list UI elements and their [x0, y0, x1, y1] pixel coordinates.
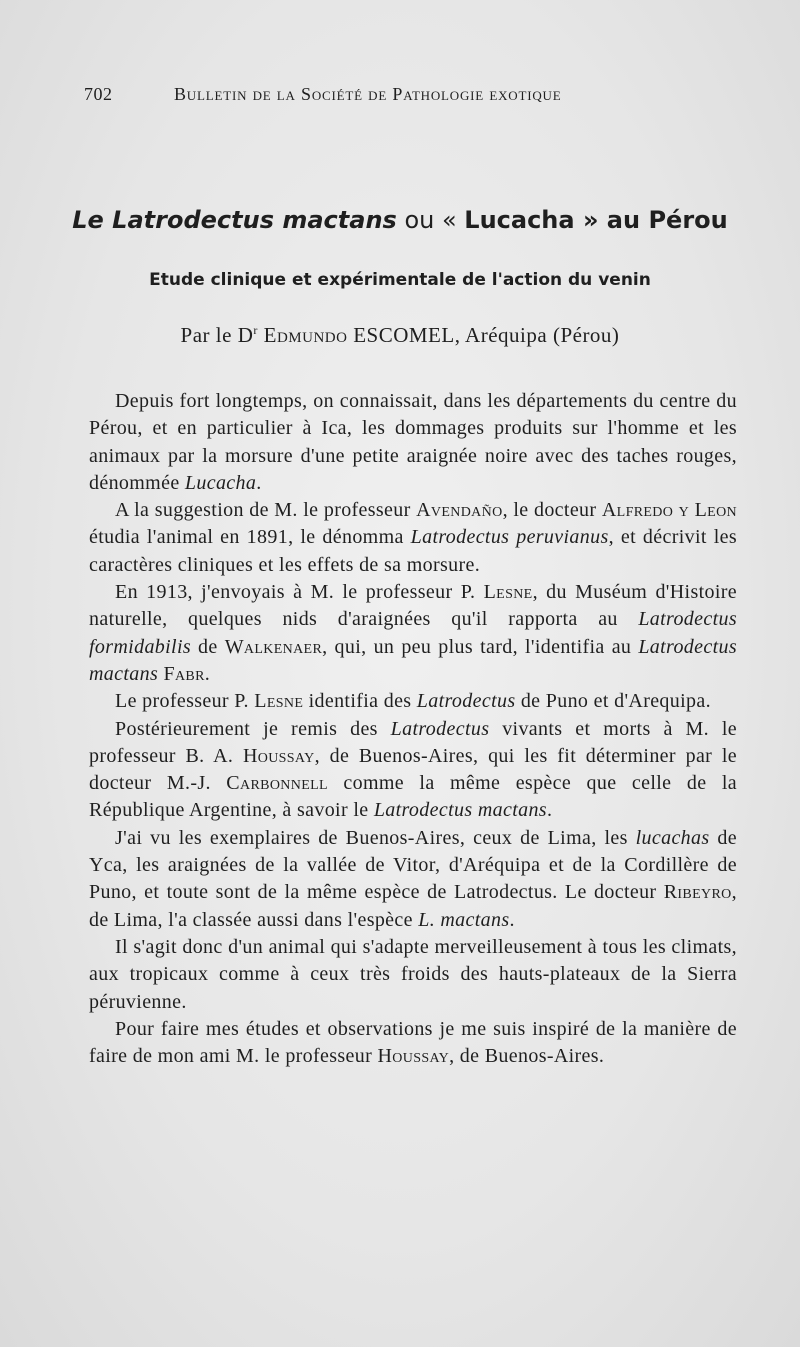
- p6-text-end: .: [509, 908, 515, 931]
- p2-author-leon: Alfredo y Leon: [601, 499, 737, 522]
- author-lastname: ESCOMEL: [353, 323, 455, 347]
- journal-title: Bulletin de la Société de Pathologie exotique: [174, 84, 562, 104]
- paragraph-8: [89, 1016, 737, 1071]
- p5-text-4: comme la même espèce que celle de la République Argentine, à savoir le: [89, 772, 737, 822]
- p5-species-mactans: Latrodectus mactans: [373, 799, 547, 822]
- byline-affiliation: , Aréquipa (Pérou): [454, 323, 620, 347]
- p2-text-2: , le docteur: [502, 499, 602, 522]
- p8-author-houssay: Houssay: [377, 1045, 450, 1068]
- p5-author-houssay: Houssay: [242, 744, 315, 767]
- byline-sup: r: [253, 323, 258, 337]
- p6-text-3: , de Lima, l'a classée aussi dans l'espèce: [89, 881, 737, 931]
- p3-author-fabr: Fabr: [163, 662, 205, 685]
- p1-text: Depuis fort longtemps, on connaissait, dans les départements du centre du Pérou, et en particulier à Ica, les dommages produits sur l'homme et les animaux par la morsure d'une petite araignée noire avec des taches rouges, dénommée: [89, 390, 737, 494]
- paragraph-7: [89, 934, 737, 1016]
- p4-text: Le professeur P.: [115, 690, 255, 713]
- p4-author-lesne: Lesne: [254, 690, 304, 713]
- p1-species-name: Lucacha: [184, 471, 257, 494]
- article-body: [89, 388, 737, 1070]
- p3-text-end: .: [204, 662, 211, 685]
- p5-text: Postérieurement je remis des: [115, 717, 391, 740]
- p3-text-2: , du Muséum d'Histoire naturelle, quelques nids d'araignées qu'il rapporta au: [89, 581, 737, 631]
- page-number: 702: [84, 84, 113, 104]
- paragraph-2: [89, 497, 737, 579]
- p4-genus-name: Latrodectus: [416, 690, 516, 713]
- byline-prefix: Par le D: [180, 323, 254, 347]
- p3-author-walkenaer: Walkenaer: [224, 635, 323, 658]
- p5-author-carbonnell: Carbonnell: [226, 772, 328, 795]
- p5-text-3: , de Buenos-Aires, qui les fit déterminer par le docteur M.-J.: [89, 744, 738, 795]
- article-title: [0, 206, 800, 234]
- title-end: » au Pérou: [574, 206, 728, 234]
- p2-text-end: , et décrivit les caractères cliniques et les effets de sa morsure.: [89, 526, 737, 576]
- p3-text: En 1913, j'envoyais à M. le professeur P.: [115, 581, 484, 604]
- p3-author-lesne: Lesne: [483, 581, 533, 604]
- p3-species-formidabilis: Latrodectus formidabilis: [89, 608, 737, 658]
- paragraph-3: [89, 579, 737, 688]
- p6-text-2: de Yca, les araignées de la vallée de Vitor, d'Aréquipa et de la Cordillère de Puno, et toute sont de la même espèce de Latrodectus. Le docteur: [89, 826, 737, 904]
- running-head: [84, 84, 738, 110]
- p1-text-end: .: [256, 471, 262, 494]
- p3-text-3: de: [191, 635, 225, 658]
- paragraph-4: [89, 688, 737, 715]
- p3-text-4: , qui, un peu plus tard, l'identifia au: [322, 635, 639, 658]
- author-firstname: Edmundo: [263, 323, 348, 347]
- p6-species-mactans: L. mactans: [418, 908, 510, 931]
- title-lucacha: Lucacha: [464, 206, 575, 234]
- p2-species-name: Latrodectus peruvianus: [410, 526, 609, 549]
- p4-text-end: de Puno et d'Arequipa.: [515, 690, 711, 713]
- paragraph-5: [89, 716, 737, 825]
- title-connector: ou «: [396, 206, 465, 234]
- p2-author-avendano: Avendaño: [416, 499, 503, 522]
- paragraph-6: [89, 825, 737, 934]
- p8-text: Pour faire mes études et observations je me suis inspiré de la manière de faire de mon ami M. le professeur: [89, 1017, 737, 1068]
- author-byline: [0, 323, 800, 348]
- p3-species-mactans: Latrodectus mactans: [89, 635, 737, 685]
- p2-text-3: étudia l'animal en 1891, le dénomma: [89, 526, 411, 549]
- p7-text: Il s'agit donc d'un animal qui s'adapte merveilleusement à tous les climats, aux tropicaux comme à ceux très froids des hauts-plateaux de la Sierra péruvienne.: [89, 935, 737, 1013]
- p6-text: J'ai vu les exemplaires de Buenos-Aires, ceux de Lima, les: [115, 826, 636, 849]
- title-species: Le Latrodectus mactans: [72, 206, 397, 234]
- p5-text-2: vivants et morts à M. le professeur B. A.: [89, 717, 737, 767]
- p6-author-ribeyro: Ribeyro: [663, 881, 732, 904]
- article-subtitle: Etude clinique et expérimentale de l'action du venin: [149, 270, 651, 290]
- p2-text: A la suggestion de M. le professeur: [115, 499, 417, 522]
- p5-text-end: .: [546, 799, 553, 822]
- p5-genus-name: Latrodectus: [390, 717, 490, 740]
- paragraph-1: [89, 388, 737, 497]
- p4-text-2: identifia des: [303, 690, 417, 713]
- p8-text-end: , de Buenos-Aires.: [449, 1045, 605, 1068]
- p6-lucachas: lucachas: [635, 826, 710, 849]
